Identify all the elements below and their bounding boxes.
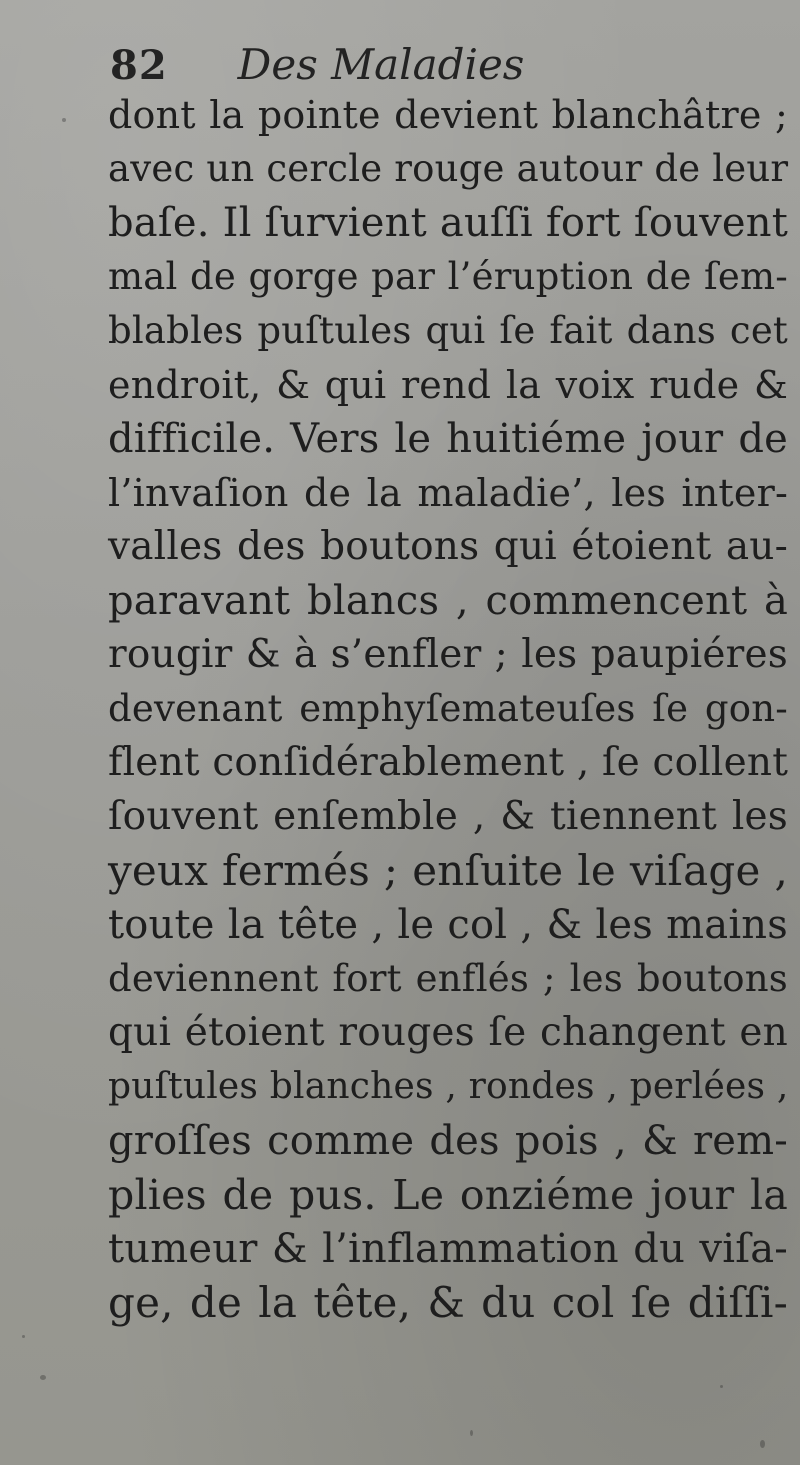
paper-speck — [720, 1385, 723, 1388]
text-line: valles des boutons qui étoient au- — [108, 524, 788, 569]
text-line: groſſes comme des pois , & rem- — [108, 1118, 788, 1164]
text-line: puſtules blanches , rondes , perlées , — [108, 1066, 789, 1107]
text-line: deviennent fort enflés ; les boutons — [108, 957, 788, 1000]
paper-speck — [22, 1335, 25, 1338]
text-line: ge, de la tête, & du col ſe diſſi- — [108, 1278, 788, 1327]
text-line: paravant blancs , commencent à — [108, 578, 788, 624]
text-line: difficile. Vers le huitiéme jour de — [108, 416, 788, 462]
text-line: qui étoient rouges ſe changent en — [108, 1010, 788, 1055]
text-line: yeux fermés ; enſuite le viſage , — [108, 846, 788, 895]
page-number: 82 — [110, 42, 168, 89]
text-line: tumeur & l’inflammation du viſa- — [108, 1226, 788, 1272]
paper-speck — [760, 1440, 765, 1448]
text-line: l’invaſion de la maladie’, les inter- — [108, 471, 788, 515]
text-line: ſouvent enſemble , & tiennent les — [108, 794, 788, 839]
text-line: mal de gorge par l’éruption de ſem- — [108, 255, 788, 298]
text-line: avec un cercle rouge autour de leur — [108, 147, 789, 190]
body-text — [108, 88, 788, 1330]
text-line: rougir & à s’enfler ; les paupiéres — [108, 632, 788, 677]
text-line: devenant emphyſemateuſes ſe gon- — [108, 687, 788, 730]
paper-speck — [470, 1430, 473, 1436]
text-line: toute la tête , le col , & les mains — [108, 902, 788, 948]
paper-speck — [62, 118, 66, 122]
text-line: dont la pointe devient blanchâtre ; — [108, 93, 788, 137]
running-head — [110, 40, 524, 90]
running-title: Des Maladies — [237, 40, 525, 89]
paper-speck — [40, 1375, 46, 1380]
text-line: flent conſidérablement , ſe collent — [108, 740, 789, 785]
text-line: baſe. Il ſurvient auſſi fort ſouvent — [108, 200, 788, 246]
text-line: blables puſtules qui ſe fait dans cet — [108, 309, 788, 352]
text-line: plies de pus. Le onziéme jour la — [108, 1171, 788, 1219]
text-line: endroit, & qui rend la voix rude & — [108, 363, 788, 407]
